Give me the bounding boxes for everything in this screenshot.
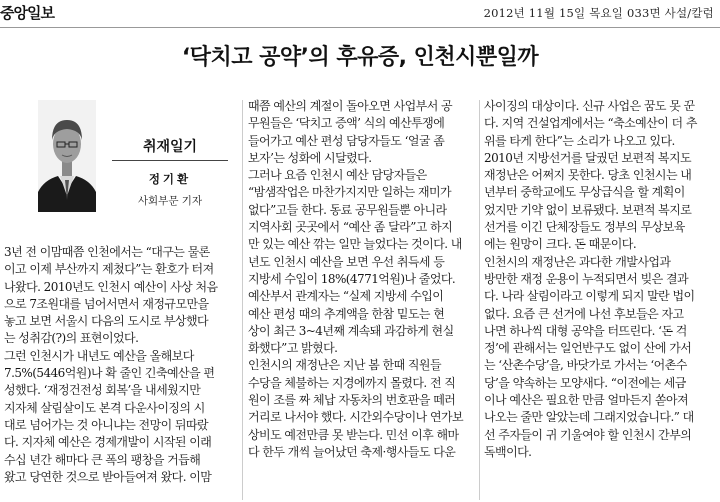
article-text-line: 보자’는 성화에 시달렸다. xyxy=(248,150,372,165)
article-text-line: 년부터 중학교에도 무상급식을 할 계획이 xyxy=(484,185,685,200)
article-text-line: 지방세 수입이 18%(4771억원)나 줄었다. xyxy=(248,271,456,286)
article-text-line: 에는 원망이 크다. 돈 때문이다. xyxy=(484,237,637,252)
article-text-line: 나왔다. 2010년도 인천시 예산이 사상 처음 xyxy=(4,279,218,294)
column-divider xyxy=(479,100,480,500)
article-text-line: 그러나 요즘 인천시 예산 담당자들은 xyxy=(248,168,427,183)
reporter-name: 정기환 xyxy=(148,172,192,186)
reporter-photo xyxy=(38,100,96,212)
article-text-line: 나오는 줄만 알았는데 그래지었습니다.” 대 xyxy=(484,410,694,425)
article-text-line: 으로 7조원대를 넘어서면서 재정규모만을 xyxy=(4,296,209,311)
reporter-portrait-image xyxy=(38,100,96,212)
article-text-line: 이고 이제 부산까지 제쳤다”는 환호가 터져 xyxy=(4,262,214,277)
article-text-line: 는 성취감(?)의 표현이었다. xyxy=(4,331,139,346)
article-text-line: 들어가고 예산 편성 담당자들도 ‘얼굴 좀 xyxy=(248,133,445,148)
article-column-1 xyxy=(4,244,236,486)
article-text-line: 었지만 기약 없이 보류됐다. 보편적 복지로 xyxy=(484,202,692,217)
article-text-line: 예산부서 관계자는 “실제 지방세 수입이 xyxy=(248,289,444,304)
article-text-line: 만 있는 예산 깎는 일만 늘었다는 것이다. 내 xyxy=(248,237,462,252)
article-text-line: 당’을 약속하는 모양새다. “이전에는 세금 xyxy=(484,375,686,390)
article-text-line: 년도 인천시 예산을 보면 우선 취득세 등 xyxy=(248,254,445,269)
article-text-line: 예산 편성 때의 추계액을 한참 밑도는 현 xyxy=(248,306,445,321)
headline: ‘닥치고 공약’의 후유증, 인천시뿐일까 xyxy=(181,45,539,70)
article-text-line: 지자체 살림살이도 본격 다운사이징의 시 xyxy=(4,400,205,415)
article-text-line: 선 주자들이 귀 기울여야 할 인천시 간부의 xyxy=(484,427,692,442)
article-text-line: 인천시의 재정난은 과다한 개발사업과 xyxy=(484,254,671,269)
article-text-line: 상비도 예전만큼 못 받는다. 민선 이후 해마 xyxy=(248,427,459,442)
article-text-line: 위를 타게 한다”는 소리가 나오고 있다. xyxy=(484,133,675,148)
article-text-line: 왔고 당연한 것으로 받아들여져 왔다. 이맘 xyxy=(4,469,212,484)
article-text-line: 놓고 보면 서울시 다음의 도시로 부상했다 xyxy=(4,314,209,329)
article-text-line: 사이징의 대상이다. 신규 사업은 꿈도 못 꾼 xyxy=(484,99,695,113)
article-text-line: 선거를 이긴 단체장들도 정부의 무상보육 xyxy=(484,220,685,235)
article-text-line: 대로 넘어가는 것 아니냐는 전망이 뒤따랐 xyxy=(4,417,209,432)
masthead-rule xyxy=(0,27,720,28)
article-text-line: 무원들은 ‘닥치고 증액’ 식의 예산투쟁에 xyxy=(248,116,445,131)
article-text-line: 인천시의 재정난은 지난 봄 한때 직원들 xyxy=(248,358,441,373)
article-text-line: 다 한두 개씩 늘어났던 축제·행사들도 다운 xyxy=(248,444,456,459)
article-text-line: 때쯤 예산의 계절이 돌아오면 사업부서 공 xyxy=(248,99,453,113)
article-text-line: 거리로 나서야 했다. 시간외수당이나 연가보 xyxy=(248,410,464,425)
section-label: 취재일기 xyxy=(112,136,228,161)
article-text-line: 원이 조를 짜 체납 자동차의 번호판을 떼러 xyxy=(248,393,456,408)
article-text-line: 나면 하나씩 대형 공약을 터뜨린다. ‘돈 걱 xyxy=(484,323,687,338)
article-text-line: 다. 나라 살림이라고 이렇게 되지 말란 법이 xyxy=(484,289,695,304)
article-text-line: 이나 예산은 필요한 만큼 얼마든지 쏟아져 xyxy=(484,393,689,408)
article-text-line: 정’에 관해서는 일언반구도 없이 산에 가서 xyxy=(484,341,692,356)
masthead xyxy=(0,0,720,30)
article-text-line: 그런 인천시가 내년도 예산을 올해보다 xyxy=(4,348,194,363)
article-text-line: 3년 전 이맘때쯤 인천에서는 “대구는 물론 xyxy=(4,245,210,259)
newspaper-logo: 중앙일보 xyxy=(0,4,54,22)
article-column-2 xyxy=(248,98,476,461)
column-divider xyxy=(242,100,243,500)
article-text-line: 방만한 재정 운용이 누적되면서 빚은 결과 xyxy=(484,271,689,286)
article-text-line: “밤샘작업은 마찬가지지만 일하는 재미가 xyxy=(248,185,452,200)
article-text-line: 없다. 요즘 큰 선거에 나선 후보들은 자고 xyxy=(484,306,684,321)
dateline: 2012년 11월 15일 목요일 033면 사설/칼럼 xyxy=(483,6,714,20)
article-text-line: 재정난은 어쩌지 못한다. 당초 인천시는 내 xyxy=(484,168,692,183)
article-text-line: 2010년 지방선거를 달궜던 보편적 복지도 xyxy=(484,150,692,165)
article-text-line: 상이 최근 3~4년째 계속돼 과감하게 현실 xyxy=(248,323,454,338)
article-text-line: 없다”고들 한다. 동료 공무원들뿐 아니라 xyxy=(248,202,447,217)
article-text-line: 화했다”고 밝혔다. xyxy=(248,341,338,356)
article-text-line: 다. 지자체 예산은 경제개발이 시작된 이래 xyxy=(4,435,212,450)
article-text-line: 독백이다. xyxy=(484,444,532,459)
article-text-line: 수십 년간 해마다 큰 폭의 팽창을 거듭해 xyxy=(4,452,201,467)
article-column-3 xyxy=(484,98,716,461)
reporter-department: 사회부문 기자 xyxy=(137,195,203,207)
article-text-line: 수당을 체불하는 지경에까지 몰렸다. 전 직 xyxy=(248,375,456,390)
article-text-line: 다. 지역 건설업계에서는 “축소예산이 더 추 xyxy=(484,116,697,131)
article-text-line: 는 ‘산촌수당’을, 바닷가로 가서는 ‘어촌수 xyxy=(484,358,687,373)
article-text-line: 지역사회 곳곳에서 “예산 좀 달라”고 하지 xyxy=(248,220,453,235)
byline-box xyxy=(112,136,228,208)
article-text-line: 성했다. ‘재정건전성 회복’을 내세웠지만 xyxy=(4,383,201,398)
article-text-line: 7.5%(5446억원)나 확 줄인 긴축예산을 편 xyxy=(4,366,215,381)
